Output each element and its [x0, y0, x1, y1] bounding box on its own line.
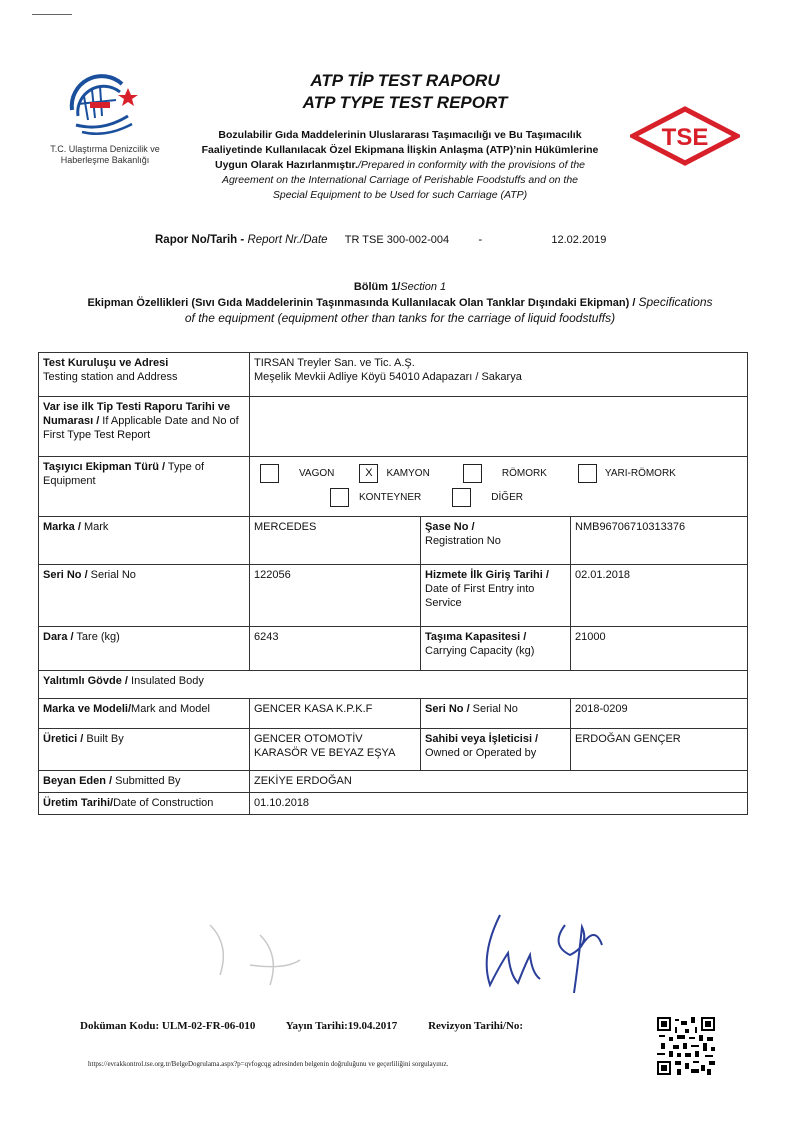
- option-romork-label: RÖMORK: [501, 467, 547, 479]
- report-title: [175, 70, 635, 114]
- subtitle-en-line-4: Agreement on the International Carriage of Perishable Foodstuffs and on the: [221, 174, 579, 186]
- checkbox-romork[interactable]: [463, 464, 482, 483]
- option-diger-label: DİĞER: [491, 491, 523, 503]
- document-code: Doküman Kodu: ULM-02-FR-06-010: [80, 1020, 256, 1032]
- model-label: Marka ve Modeli/Mark and Model: [39, 699, 250, 729]
- option-vagon-label: VAGON: [299, 467, 335, 479]
- row-serial: [39, 565, 748, 627]
- equipment-type-label: Taşıyıcı Ekipman Türü / Type of Equipment: [39, 457, 250, 517]
- title-en: ATP TYPE TEST REPORT: [302, 93, 508, 112]
- mark-label: Marka / Mark: [39, 517, 250, 565]
- report-subtitle: [160, 128, 640, 203]
- signature-icon: [470, 905, 620, 995]
- tare-label: Dara / Tare (kg): [39, 627, 250, 671]
- option-yari-romork-label: YARI-RÖMORK: [604, 467, 676, 479]
- option-kamyon-label: KAMYON: [386, 467, 430, 479]
- report-number: TR TSE 300-002-004: [344, 234, 450, 246]
- section-title-en: Section 1: [400, 281, 447, 293]
- row-construction-date: [39, 793, 748, 815]
- entry-date-label: Hizmete İlk Giriş Tarihi / Date of First Entry into Service: [421, 565, 571, 627]
- entry-date-value: 02.01.2018: [571, 565, 748, 627]
- footer: [80, 1020, 551, 1032]
- chassis-label: Şase No / Registration No: [421, 517, 571, 565]
- subtitle-line-2: Faaliyetinde Kullanılacak Özel Ekipmana İlişkin Anlaşma (ATP)’nin Hükümlerine: [201, 144, 599, 156]
- section-desc-en-1: Specifications: [638, 295, 713, 309]
- tse-logo-text: TSE: [661, 124, 709, 151]
- row-mark: [39, 517, 748, 565]
- body-serial-value: 2018-0209: [571, 699, 748, 729]
- subtitle-line-3: Uygun Olarak Hazırlanmıştır.: [215, 159, 358, 171]
- publication-date: Yayın Tarihi:19.04.2017: [285, 1020, 398, 1032]
- first-report-value: [250, 397, 748, 457]
- ministry-logo: [40, 70, 170, 166]
- row-insulated-body: [39, 671, 748, 699]
- section-desc-en-2: of the equipment (equipment other than tanks for the carriage of liquid foodstuffs): [184, 311, 616, 325]
- row-model: [39, 699, 748, 729]
- body-serial-label: Seri No / Serial No: [421, 699, 571, 729]
- builder-value: GENCER OTOMOTİV KARASÖR VE BEYAZ EŞYA: [250, 729, 421, 771]
- owner-value: ERDOĞAN GENÇER: [571, 729, 748, 771]
- report-dash: -: [478, 234, 483, 246]
- capacity-value: 21000: [571, 627, 748, 671]
- ministry-name: T.C. Ulaştırma Denizcilik ve Haberleşme Bakanlığı: [50, 144, 160, 165]
- title-tr: ATP TİP TEST RAPORU: [310, 71, 500, 90]
- checkbox-konteyner[interactable]: [330, 488, 349, 507]
- row-equipment-type: [39, 457, 748, 517]
- subtitle-en-line-3: /Prepared in conformity with the provisions of the: [357, 159, 585, 171]
- serial-value: 122056: [250, 565, 421, 627]
- section-title-tr: Bölüm 1/: [353, 281, 401, 293]
- construction-date-label: Üretim Tarihi/Date of Construction: [39, 793, 250, 815]
- model-value: GENCER KASA K.P.K.F: [250, 699, 421, 729]
- submitted-by-label: Beyan Eden / Submitted By: [39, 771, 250, 793]
- section-heading: [40, 280, 760, 326]
- testing-station-label: Test Kuruluşu ve Adresi Testing station and Address: [39, 353, 250, 397]
- report-label-tr: Rapor No/Tarih -: [155, 234, 248, 246]
- checkbox-kamyon[interactable]: X: [359, 464, 378, 483]
- construction-date-value: 01.10.2018: [250, 793, 748, 815]
- mark-value: MERCEDES: [250, 517, 421, 565]
- subtitle-en-line-5: Special Equipment to be Used for such Carriage (ATP): [272, 189, 528, 201]
- scan-mark: [32, 14, 72, 15]
- equipment-table: [38, 352, 748, 815]
- row-first-report: [39, 397, 748, 457]
- testing-station-value: TIRSAN Treyler San. ve Tic. A.Ş. Meşelik Mevkii Adliye Köyü 54010 Adapazarı / Sakarya: [250, 353, 748, 397]
- report-number-line: [155, 234, 606, 246]
- checkbox-diger[interactable]: [452, 488, 471, 507]
- ministry-emblem-icon: [62, 70, 148, 140]
- checkbox-vagon[interactable]: [260, 464, 279, 483]
- report-label-en: Report Nr./Date: [247, 234, 328, 246]
- row-testing-station: [39, 353, 748, 397]
- row-tare: [39, 627, 748, 671]
- tse-logo-icon: [630, 106, 740, 166]
- subtitle-line-1: Bozulabilir Gıda Maddelerinin Uluslararası Taşımacılığı ve Bu Taşımacılık: [218, 129, 582, 141]
- capacity-label: Taşıma Kapasitesi / Carrying Capacity (kg): [421, 627, 571, 671]
- equipment-type-options: [250, 457, 748, 517]
- insulated-body-label: Yalıtımlı Gövde / Insulated Body: [39, 671, 748, 699]
- section-desc-tr: Ekipman Özellikleri (Sıvı Gıda Maddelerinin Taşınmasında Kullanılacak Olan Tanklar Dışındaki Ekipman) /: [87, 297, 636, 309]
- qr-code-icon[interactable]: [657, 1017, 715, 1075]
- row-builder: [39, 729, 748, 771]
- verification-note: https://evrakkontrol.tse.org.tr/BelgeDogrulama.aspx?p=qvfogcqg adresinden belgenin doğruluğunu ve geçerliliğini sorgulayınız.: [88, 1060, 449, 1068]
- builder-label: Üretici / Built By: [39, 729, 250, 771]
- revision-date: Revizyon Tarihi/No:: [428, 1020, 524, 1032]
- report-date: 12.02.2019: [551, 234, 607, 246]
- tare-value: 6243: [250, 627, 421, 671]
- submitted-by-value: ZEKİYE ERDOĞAN: [250, 771, 748, 793]
- first-report-label: Var ise ilk Tip Testi Raporu Tarihi ve Numarası / If Applicable Date and No of First Type Test Report: [39, 397, 250, 457]
- faint-stamp-icon: [190, 915, 310, 995]
- serial-label: Seri No / Serial No: [39, 565, 250, 627]
- chassis-value: NMB96706710313376: [571, 517, 748, 565]
- owner-label: Sahibi veya İşleticisi / Owned or Operated by: [421, 729, 571, 771]
- option-konteyner-label: KONTEYNER: [359, 491, 422, 503]
- row-submitted-by: [39, 771, 748, 793]
- checkbox-yari-romork[interactable]: [578, 464, 597, 483]
